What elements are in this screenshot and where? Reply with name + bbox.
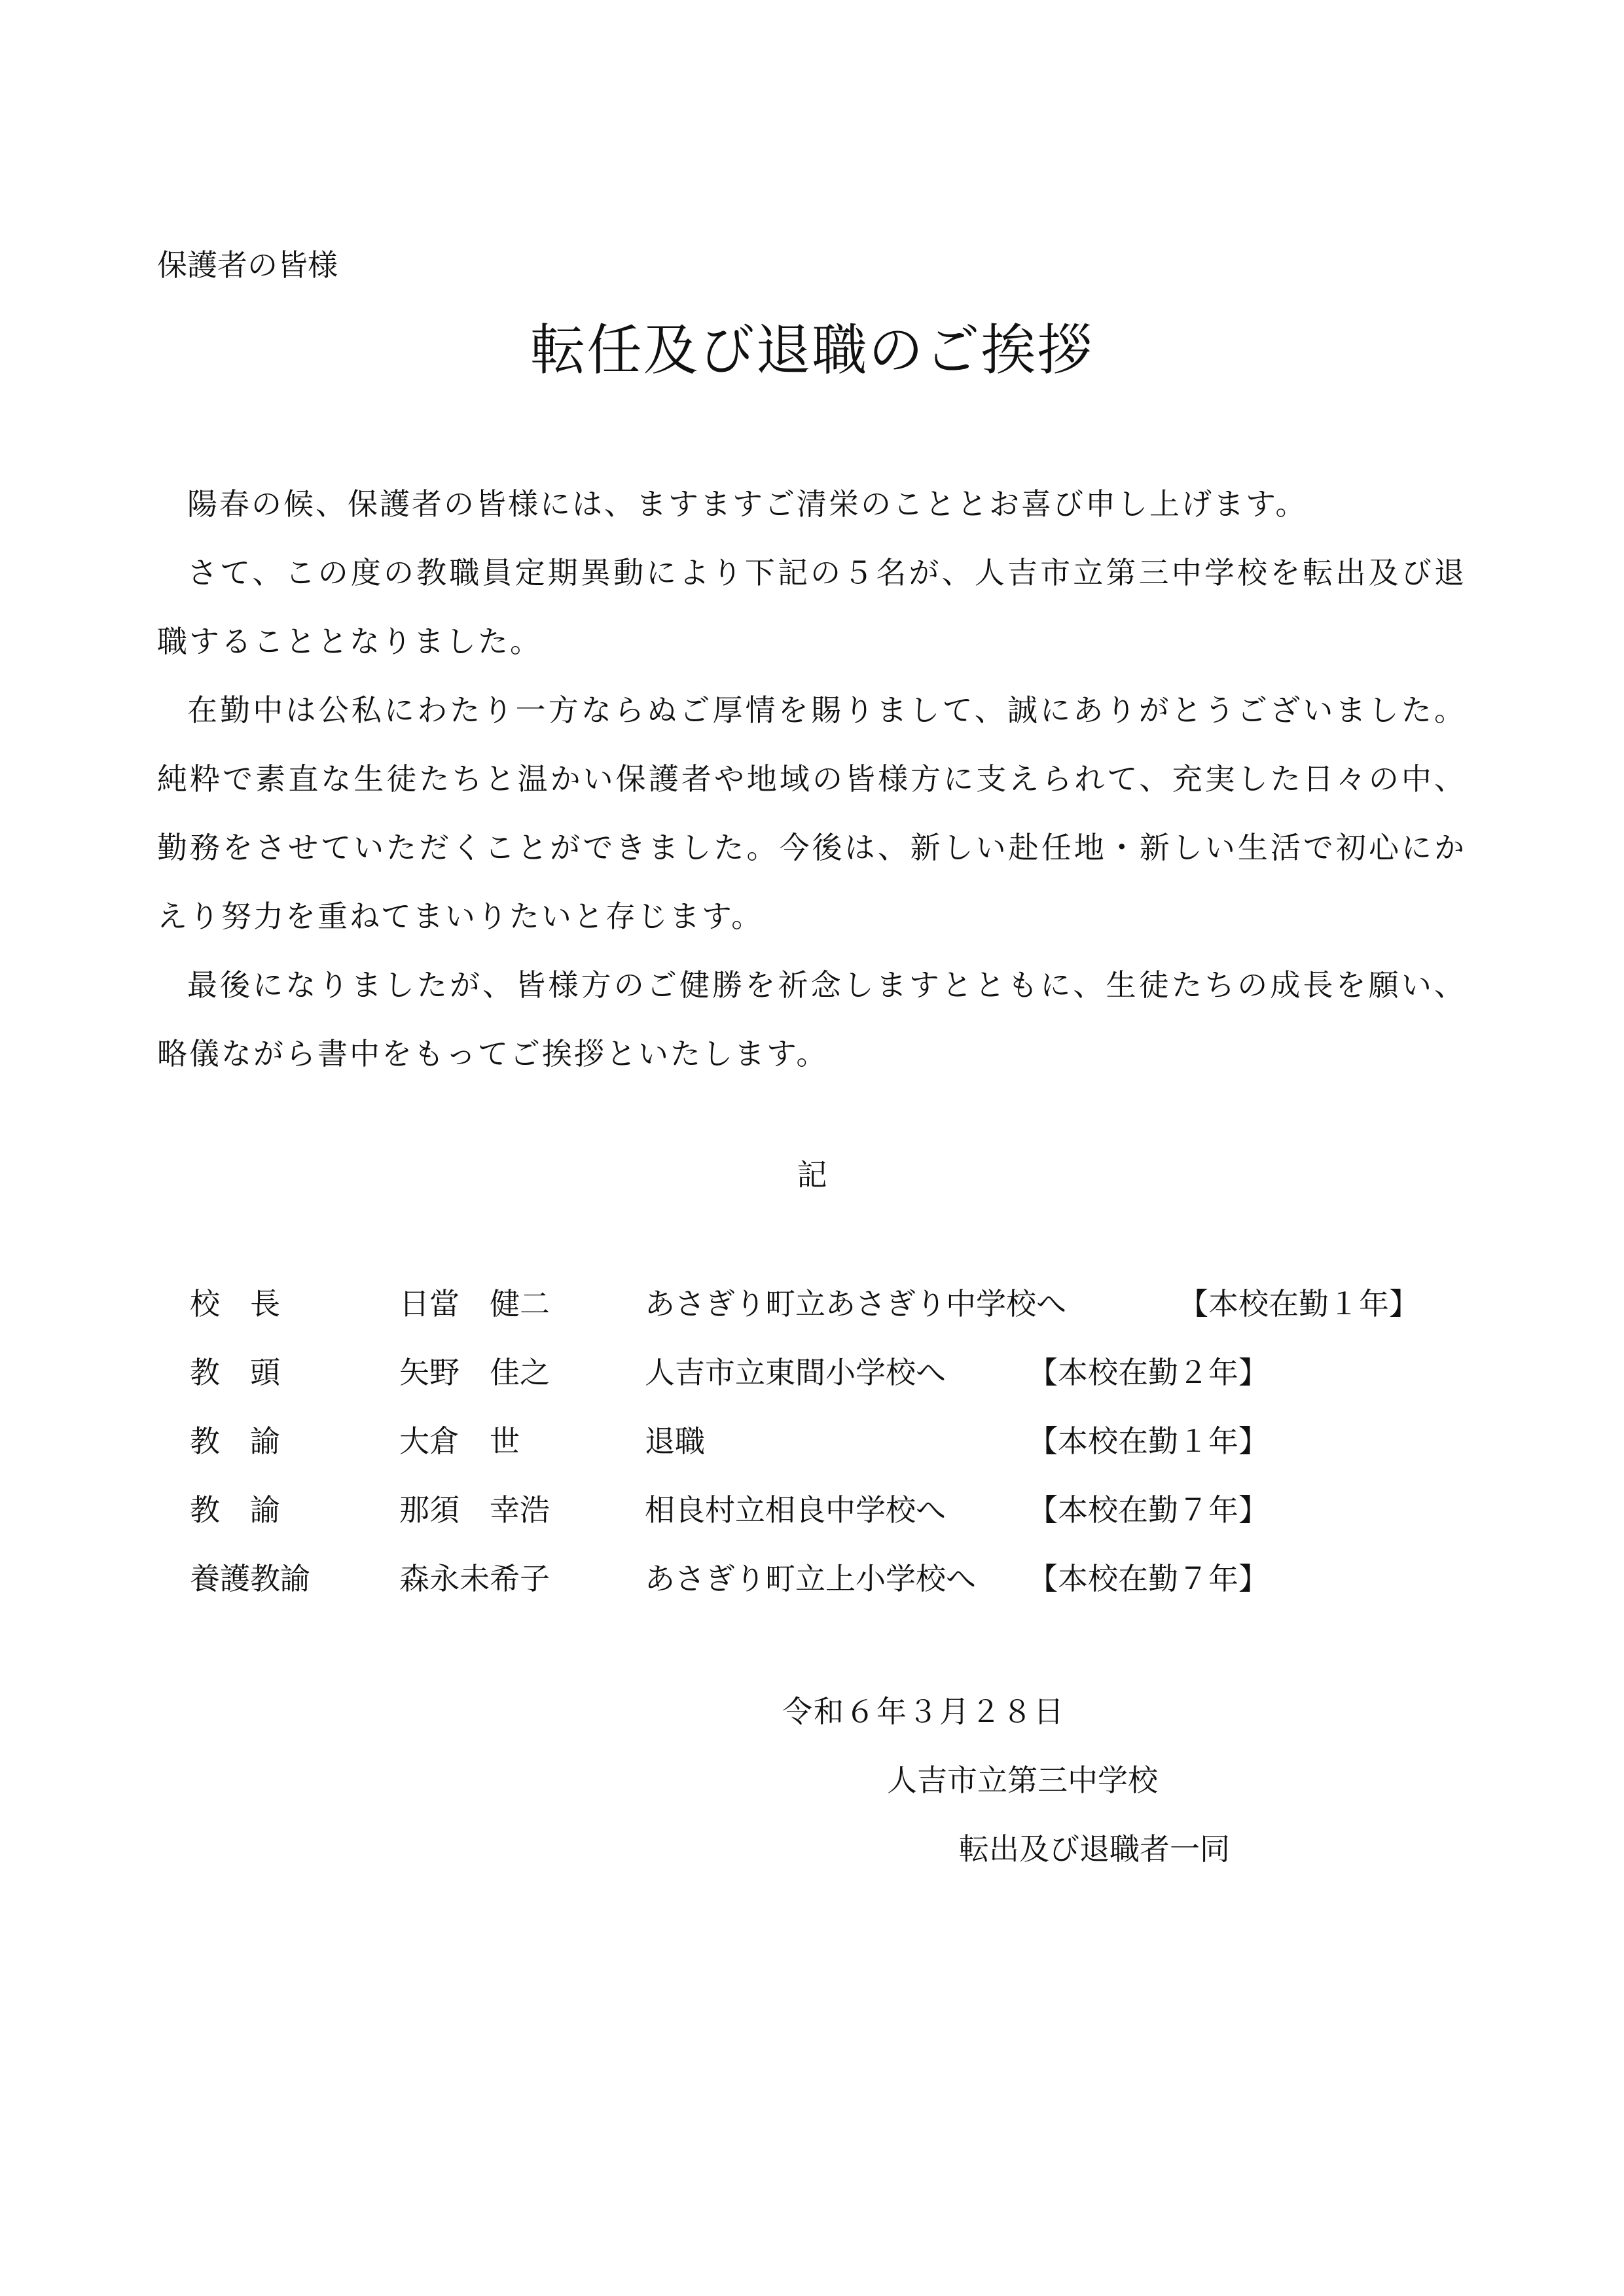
staff-tenure: 【本校在勤１年】 <box>1178 1286 1419 1321</box>
staff-name: 日當 健二 <box>399 1286 550 1321</box>
staff-name: 那須 幸浩 <box>399 1492 550 1528</box>
document-title: 転任及び退職のご挨拶 <box>530 318 1094 382</box>
letter-body <box>157 470 1466 1088</box>
paragraph-gratitude: 在勤中は公私にわたり一方ならぬご厚情を賜りまして、誠にありがとうございました。純粋で素直な生徒たちと温かい保護者や地域の皆様方に支えられて、充実した日々の中、勤務をさせていただくことができました。今後は、新しい赴任地・新しい生活で初心にかえり努力を重ねてまいりたいと存じます。 <box>157 692 1466 934</box>
staff-destination: あさぎり町立上小学校へ <box>645 1561 976 1596</box>
staff-destination: あさぎり町立あさぎり中学校へ <box>645 1286 1066 1321</box>
closing-school: 人吉市立第三中学校 <box>887 1763 1158 1798</box>
staff-name: 矢野 佳之 <box>399 1355 550 1390</box>
staff-row <box>190 1476 1499 1545</box>
staff-row <box>190 1338 1499 1407</box>
staff-list <box>190 1270 1499 1613</box>
staff-row <box>190 1545 1499 1613</box>
staff-destination: 人吉市立東間小学校へ <box>645 1355 946 1390</box>
paragraph-greeting: 陽春の候、保護者の皆様には、ますますご清栄のこととお喜び申し上げます。 <box>187 486 1308 522</box>
staff-row <box>190 1270 1499 1338</box>
paragraph-announcement: さて、この度の教職員定期異動により下記の５名が、人吉市立第三中学校を転出及び退職することとなりました。 <box>157 555 1466 659</box>
staff-row <box>190 1407 1499 1476</box>
staff-name: 森永未希子 <box>399 1561 550 1596</box>
staff-position: 教 諭 <box>190 1424 280 1459</box>
staff-name: 大倉 世 <box>399 1424 520 1459</box>
addressee: 保護者の皆様 <box>157 247 338 283</box>
staff-tenure: 【本校在勤２年】 <box>1028 1355 1269 1390</box>
staff-tenure: 【本校在勤１年】 <box>1028 1424 1269 1459</box>
paragraph-closing: 最後になりましたが、皆様方のご健勝を祈念しますとともに、生徒たちの成長を願い、略儀ながら書中をもってご挨拶といたします。 <box>157 967 1467 1071</box>
staff-destination: 退職 <box>645 1424 705 1459</box>
closing-date: 令和６年３月２８日 <box>782 1694 1065 1729</box>
staff-position: 教 諭 <box>190 1492 280 1528</box>
staff-position: 校 長 <box>190 1286 280 1321</box>
staff-tenure: 【本校在勤７年】 <box>1028 1492 1269 1528</box>
staff-tenure: 【本校在勤７年】 <box>1028 1561 1269 1596</box>
staff-position: 教 頭 <box>190 1355 280 1390</box>
closing-signatories: 転出及び退職者一同 <box>959 1831 1230 1867</box>
staff-position: 養護教諭 <box>190 1561 310 1596</box>
ki-heading: 記 <box>797 1157 827 1193</box>
staff-destination: 相良村立相良中学校へ <box>645 1492 946 1528</box>
